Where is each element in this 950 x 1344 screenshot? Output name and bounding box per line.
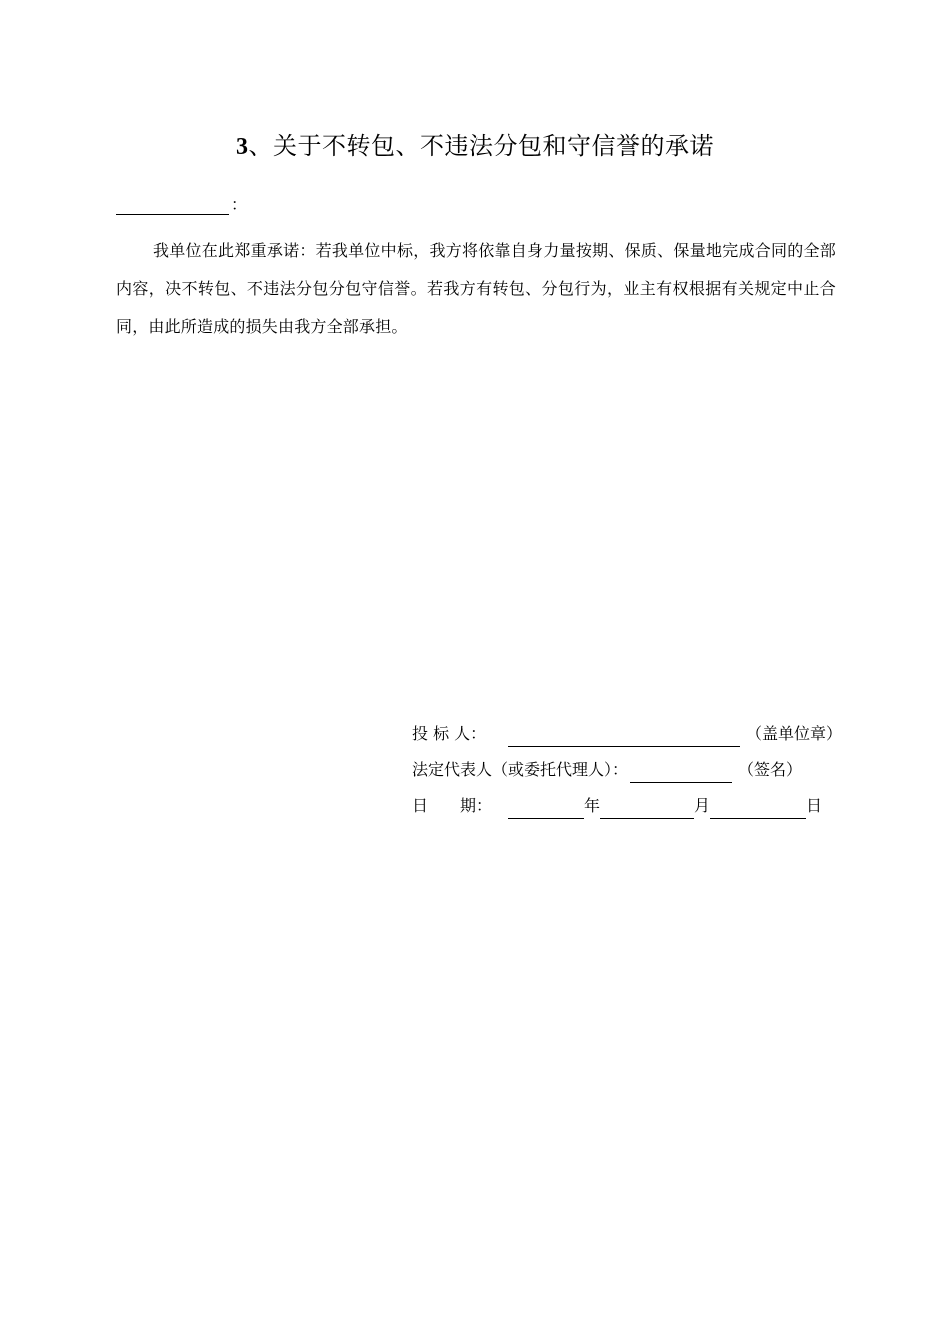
representative-sign-note: （签名） <box>738 760 803 779</box>
bidder-blank[interactable] <box>508 724 740 747</box>
representative-blank[interactable] <box>630 760 732 783</box>
month-blank[interactable] <box>600 796 694 819</box>
addressee-line <box>116 192 247 212</box>
commitment-paragraph: 我单位在此郑重承诺：若我单位中标，我方将依靠自身力量按期、保质、保量地完成合同的全部内容，决不转包、不违法分包分包守信誉。若我方有转包、分包行为，业主有权根据有关规定中止合同，由此所造成的损失由我方全部承担。 <box>116 241 836 336</box>
month-label: 月 <box>694 796 711 815</box>
bidder-seal-note: （盖单位章） <box>746 724 843 743</box>
document-title <box>0 128 950 165</box>
year-label: 年 <box>584 796 601 815</box>
representative-label: 法定代表人（或委托代理人）： <box>412 760 629 779</box>
signature-block <box>412 721 843 829</box>
addressee-colon: ： <box>231 195 248 214</box>
year-blank[interactable] <box>508 796 584 819</box>
bidder-label: 投 标 人： <box>412 724 487 743</box>
addressee-blank[interactable] <box>116 196 229 215</box>
title-number: 3 <box>236 134 249 160</box>
day-label: 日 <box>806 796 823 815</box>
bidder-row <box>412 721 843 757</box>
day-blank[interactable] <box>710 796 806 819</box>
representative-row <box>412 757 832 793</box>
date-label: 日 期： <box>412 796 493 815</box>
title-text: 、关于不转包、不违法分包和守信誉的承诺 <box>248 132 714 160</box>
date-row <box>412 793 832 829</box>
